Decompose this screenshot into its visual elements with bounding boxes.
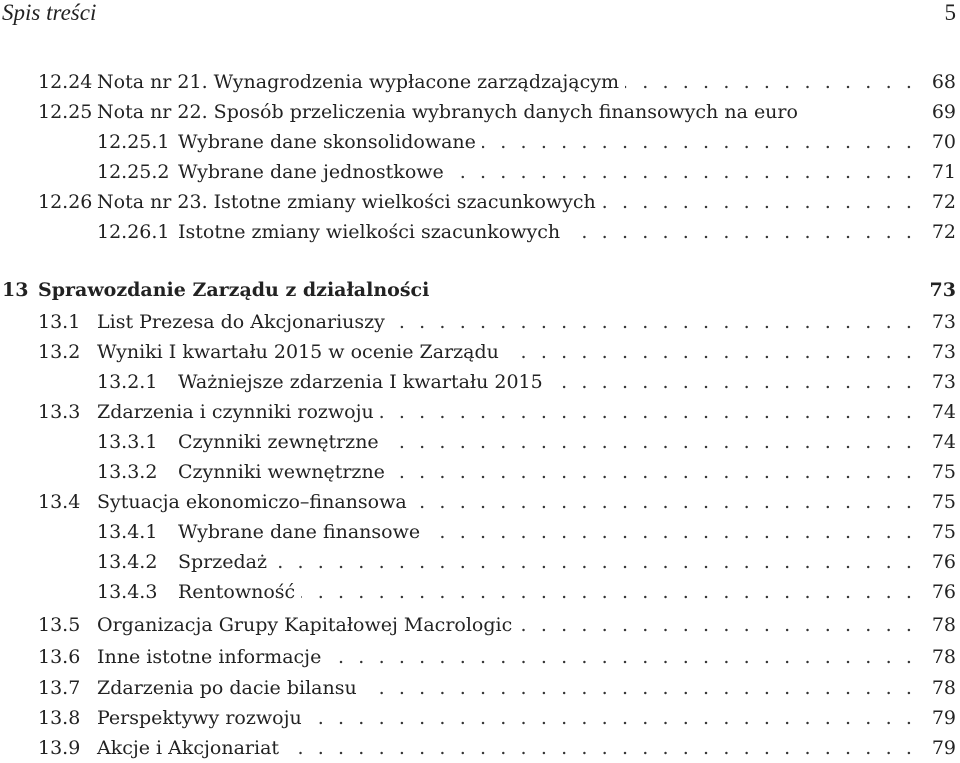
toc-entry[interactable] <box>0 307 960 337</box>
toc-leader-dots <box>426 517 916 547</box>
toc-entry-page: 79 <box>931 737 956 759</box>
toc-entry-page: 73 <box>931 341 956 363</box>
toc-entry[interactable] <box>0 187 960 217</box>
toc-entry-number: 13.3 <box>38 401 81 423</box>
toc-entry[interactable] <box>0 127 960 157</box>
toc-entry-number: 12.26 <box>38 191 93 213</box>
toc-entry-page: 75 <box>931 461 956 483</box>
toc-entry-title: Istotne zmiany wielkości szacunkowych <box>178 217 562 247</box>
toc-entry-page: 72 <box>931 221 956 243</box>
toc-entry-title: Wyniki I kwartału 2015 w ocenie Zarządu <box>97 337 501 367</box>
toc-chapter-page: 73 <box>929 279 956 301</box>
toc-entry-title: Nota nr 21. Wynagrodzenia wypłacone zarządzającym <box>97 67 621 97</box>
toc-leader-dots <box>505 337 916 367</box>
toc-entry-page: 78 <box>931 677 956 699</box>
toc-leader-dots <box>273 547 916 577</box>
toc-entry[interactable] <box>0 367 960 397</box>
toc-leader-dots <box>363 673 916 703</box>
toc-entry-number: 13.9 <box>38 737 81 759</box>
toc-entry-title: Czynniki wewnętrzne <box>178 457 387 487</box>
toc-entry[interactable] <box>0 457 960 487</box>
toc-entry-number: 13.8 <box>38 707 81 729</box>
toc-entry-page: 72 <box>931 191 956 213</box>
toc-entry-page: 70 <box>931 131 956 153</box>
toc-leader-dots <box>308 703 916 733</box>
toc-entry-title: Ważniejsze zdarzenia I kwartału 2015 <box>178 367 545 397</box>
toc-entry-page: 78 <box>931 646 956 668</box>
toc-entry-page: 76 <box>931 551 956 573</box>
toc-entry-page: 68 <box>931 71 956 93</box>
toc-leader-dots <box>391 457 916 487</box>
toc-leader-dots <box>391 307 916 337</box>
toc-leader-dots <box>327 642 916 672</box>
toc-entry-number: 12.25.1 <box>97 131 170 153</box>
toc-entry-page: 79 <box>931 707 956 729</box>
toc-entry-number: 12.24 <box>38 71 93 93</box>
toc-entry-number: 13.4.3 <box>97 581 158 603</box>
toc-entry-page: 73 <box>931 311 956 333</box>
toc-chapter-title: Sprawozdanie Zarządu z działalności <box>38 275 431 305</box>
toc-entry[interactable] <box>0 703 960 733</box>
toc-entry-title: Organizacja Grupy Kapitałowej Macrologic <box>97 610 514 640</box>
header-page-number: 5 <box>944 0 956 25</box>
toc-entry[interactable] <box>0 547 960 577</box>
toc-entry-title: Nota nr 23. Istotne zmiany wielkości szacunkowych <box>97 187 598 217</box>
toc-entry-title: Sprzedaż <box>178 547 269 577</box>
toc-entry-title: Perspektywy rozwoju <box>97 703 304 733</box>
toc-entry-number: 13.3.2 <box>97 461 158 483</box>
toc-leader-dots <box>602 187 916 217</box>
toc-entry-page: 74 <box>931 401 956 423</box>
toc-leader-dots <box>413 487 916 517</box>
toc-entry-title: Akcje i Akcjonariat <box>97 733 281 763</box>
toc-entry-title: Rentowność <box>178 577 297 607</box>
toc-chapter-entry[interactable] <box>0 275 960 305</box>
toc-entry-title: Wybrane dane jednostkowe <box>178 157 446 187</box>
toc-leader-dots <box>380 397 916 427</box>
toc-entry-number: 13.6 <box>38 646 81 668</box>
toc-chapter-number: 13 <box>2 279 29 301</box>
toc-entry-number: 13.4.1 <box>97 521 158 543</box>
toc-leader-dots <box>450 157 916 187</box>
toc-leader-dots <box>482 127 916 157</box>
toc-entry-number: 13.2 <box>38 341 81 363</box>
toc-entry-number: 12.26.1 <box>97 221 170 243</box>
toc-entry-title: Wybrane dane skonsolidowane <box>178 127 478 157</box>
toc-entry[interactable] <box>0 97 960 127</box>
toc-entry[interactable] <box>0 673 960 703</box>
toc-entry-page: 78 <box>931 614 956 636</box>
header-title: Spis treści <box>2 0 97 25</box>
toc-leader-dots <box>549 367 916 397</box>
toc-entry-title: Zdarzenia po dacie bilansu <box>97 673 359 703</box>
toc-entry-number: 13.7 <box>38 677 81 699</box>
toc-entry-page: 76 <box>931 581 956 603</box>
toc-entry-page: 71 <box>931 161 956 183</box>
toc-entry-number: 12.25 <box>38 101 93 123</box>
toc-entry[interactable] <box>0 337 960 367</box>
toc-entry-number: 13.4 <box>38 491 81 513</box>
toc-leader-dots <box>566 217 916 247</box>
toc-entry[interactable] <box>0 157 960 187</box>
toc-entry-title: Inne istotne informacje <box>97 642 323 672</box>
toc-entry-number: 13.3.1 <box>97 431 158 453</box>
toc-entry-title: Czynniki zewnętrzne <box>178 427 381 457</box>
page-header <box>0 0 960 30</box>
toc-entry-number: 13.4.2 <box>97 551 158 573</box>
toc-entry-page: 75 <box>931 491 956 513</box>
toc-entry[interactable] <box>0 610 960 640</box>
toc-entry-number: 13.5 <box>38 614 81 636</box>
toc-entry-number: 12.25.2 <box>97 161 170 183</box>
toc-entry[interactable] <box>0 733 960 763</box>
toc-entry[interactable] <box>0 67 960 97</box>
toc-entry-title: Wybrane dane finansowe <box>178 517 422 547</box>
toc-entry[interactable] <box>0 397 960 427</box>
toc-entry[interactable] <box>0 487 960 517</box>
toc-entry-page: 69 <box>931 101 956 123</box>
toc-entry[interactable] <box>0 427 960 457</box>
toc-leader-dots <box>518 610 916 640</box>
toc-entry[interactable] <box>0 642 960 672</box>
toc-leader-dots <box>285 733 916 763</box>
toc-entry[interactable] <box>0 217 960 247</box>
toc-entry-page: 74 <box>931 431 956 453</box>
toc-entry-number: 13.1 <box>38 311 81 333</box>
toc-entry-title: Nota nr 22. Sposób przeliczenia wybranych danych finansowych na euro <box>97 97 800 127</box>
toc-entry-title: List Prezesa do Akcjonariuszy <box>97 307 387 337</box>
toc-leader-dots <box>385 427 916 457</box>
toc-entry-page: 73 <box>931 371 956 393</box>
toc-entry[interactable] <box>0 577 960 607</box>
toc-entry-number: 13.2.1 <box>97 371 158 393</box>
toc-entry-title: Zdarzenia i czynniki rozwoju <box>97 397 376 427</box>
toc-leader-dots <box>625 67 916 97</box>
toc-entry-page: 75 <box>931 521 956 543</box>
toc-leader-dots <box>301 577 916 607</box>
toc-entry[interactable] <box>0 517 960 547</box>
toc-entry-title: Sytuacja ekonomiczo–finansowa <box>97 487 409 517</box>
